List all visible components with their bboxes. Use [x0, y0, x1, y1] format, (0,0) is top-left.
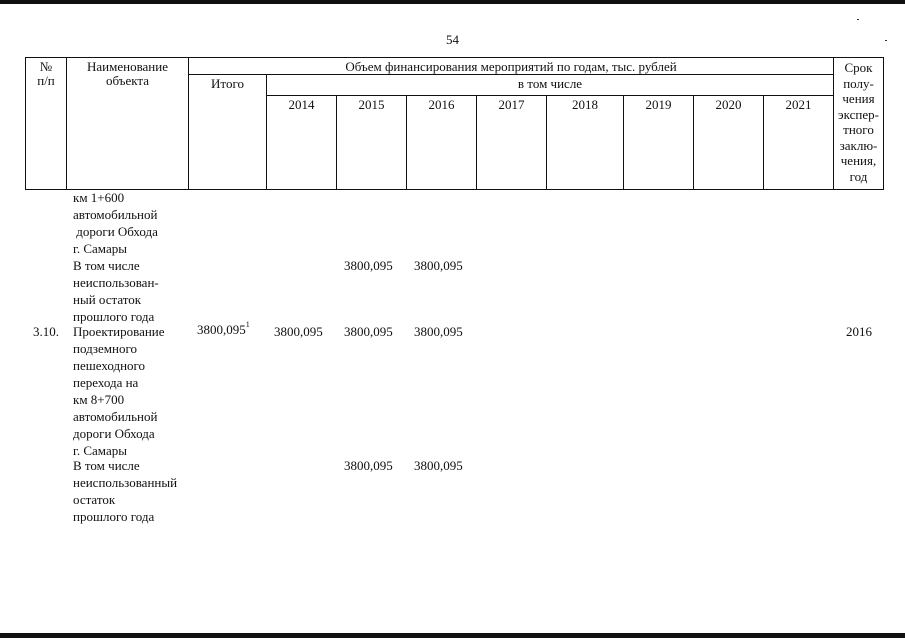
- continued-sub-name: В том числе неиспользован- ный остаток прошлого года: [73, 258, 159, 324]
- header-year-2018: 2018: [547, 96, 624, 190]
- footnote-marker: 1: [245, 320, 250, 329]
- row-3-10-sub-2015: 3800,095: [344, 458, 393, 473]
- bottom-border-rule: [0, 633, 905, 638]
- header-cell-name: Наименование объекта: [67, 58, 189, 190]
- row-3-10-2016: 3800,095: [414, 324, 463, 339]
- header-cell-total: Итого: [189, 75, 267, 190]
- row-3-10-total: 3800,095$^1$: [197, 320, 250, 337]
- row-3-10-2014: 3800,095: [274, 324, 323, 339]
- page-number: 54: [446, 32, 459, 47]
- header-year-2014: 2014: [267, 96, 337, 190]
- continued-sub-2016: 3800,095: [414, 258, 463, 273]
- continued-object-name: км 1+600 автомобильной дороги Обхода г. Самары: [73, 190, 158, 256]
- header-cell-term: Срок полу- чения экспер- тного заклю- чения, год: [834, 58, 884, 190]
- row-3-10-sub-2016: 3800,095: [414, 458, 463, 473]
- header-year-2019: 2019: [624, 96, 694, 190]
- header-year-2021: 2021: [764, 96, 834, 190]
- header-year-2016: 2016: [407, 96, 477, 190]
- row-3-10-number: 3.10.: [33, 324, 59, 339]
- header-year-2015: 2015: [337, 96, 407, 190]
- row-3-10-term: 2016: [846, 324, 872, 339]
- header-cell-volume: Объем финансирования мероприятий по годам, тыс. рублей: [189, 58, 834, 75]
- continued-sub-2015: 3800,095: [344, 258, 393, 273]
- header-cell-number: № п/п: [26, 58, 67, 190]
- row-3-10-sub-name: В том числе неиспользованный остаток прошлого года: [73, 458, 178, 524]
- header-cell-including: в том числе: [267, 75, 834, 96]
- row-3-10-name: Проектирование подземного пешеходного перехода на км 8+700 автомобильной дороги Обхода г. Самары: [73, 324, 165, 458]
- header-year-2020: 2020: [694, 96, 764, 190]
- header-year-2017: 2017: [477, 96, 547, 190]
- row-3-10-2015: 3800,095: [344, 324, 393, 339]
